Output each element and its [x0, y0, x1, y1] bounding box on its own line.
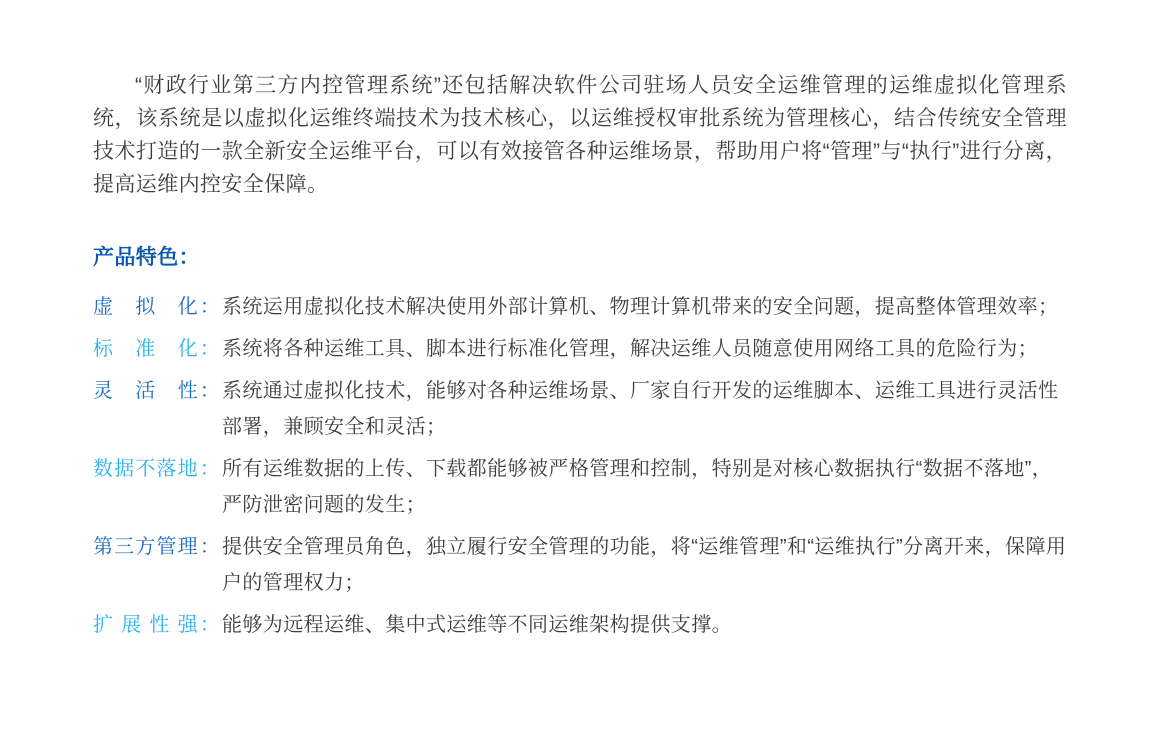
feature-label: 灵活性	[93, 380, 198, 402]
feature-row	[93, 331, 1067, 367]
feature-row	[93, 373, 1067, 445]
feature-description: 提供安全管理员角色，独立履行安全管理的功能，将“运维管理”和“运维执行”分离开来，保障用户的管理权力；	[222, 536, 1067, 594]
feature-description: 能够为远程运维、集中式运维等不同运维架构提供支撑。	[222, 614, 732, 636]
feature-description: 所有运维数据的上传、下载都能够被严格管理和控制，特别是对核心数据执行“数据不落地”，严防泄密问题的发生；	[222, 458, 1053, 516]
feature-label: 第三方管理	[93, 536, 198, 558]
feature-label: 虚拟化	[93, 296, 198, 318]
feature-label: 数据不落地	[93, 458, 198, 480]
feature-colon: ：	[199, 614, 221, 636]
feature-label: 标准化	[93, 338, 198, 360]
feature-row	[93, 607, 1067, 643]
feature-colon: ：	[199, 536, 221, 558]
section-title: 产品特色：	[93, 246, 200, 269]
intro-paragraph: “财政行业第三方内控管理系统”还包括解决软件公司驻场人员安全运维管理的运维虚拟化管理系统，该系统是以虚拟化运维终端技术为技术核心，以运维授权审批系统为管理核心，结合传统安全管理技术打造的一款全新安全运维平台，可以有效接管各种运维场景，帮助用户将“管理”与“执行”进行分离，提高运维内控安全保障。	[93, 74, 1067, 196]
feature-list	[93, 289, 1067, 643]
feature-label: 扩展性强	[93, 614, 198, 636]
feature-description: 系统运用虚拟化技术解决使用外部计算机、物理计算机带来的安全问题，提高整体管理效率；	[222, 296, 1059, 318]
feature-colon: ：	[199, 458, 221, 480]
feature-colon: ：	[199, 380, 221, 402]
feature-description: 系统通过虚拟化技术，能够对各种运维场景、厂家自行开发的运维脚本、运维工具进行灵活性部署，兼顾安全和灵活；	[222, 380, 1059, 438]
feature-row	[93, 289, 1067, 325]
feature-row	[93, 451, 1067, 523]
feature-row	[93, 529, 1067, 601]
feature-description: 系统将各种运维工具、脚本进行标准化管理，解决运维人员随意使用网络工具的危险行为；	[222, 338, 1038, 360]
feature-colon: ：	[199, 338, 221, 360]
feature-colon: ：	[199, 296, 221, 318]
